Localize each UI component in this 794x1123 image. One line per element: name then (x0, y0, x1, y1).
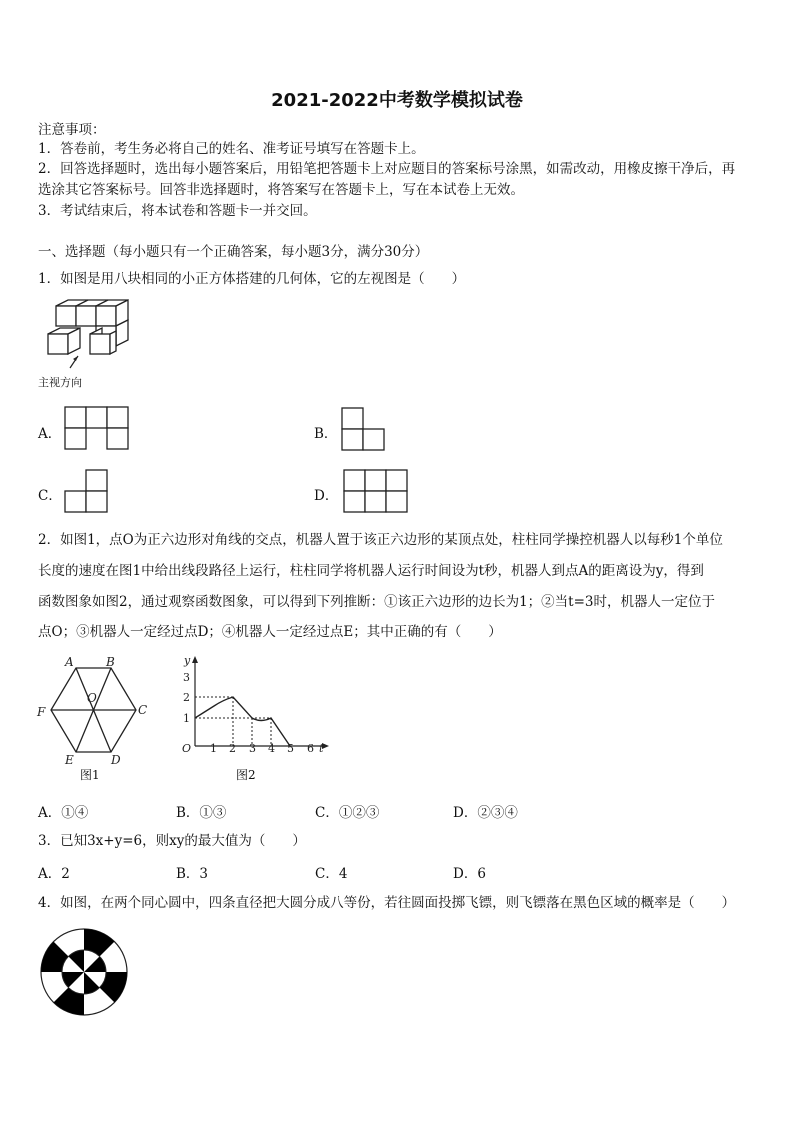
q4-stem: 4．如图，在两个同心圆中，四条直径把大圆分成八等份，若往圆面投掷飞镖，则飞镖落在黑色区域的概率是（ ） (38, 895, 736, 911)
hex-label-a: A (65, 655, 74, 669)
notice-heading: 注意事项： (38, 122, 106, 138)
notice-item-3: 3．考试结束后，将本试卷和答题卡一并交回。 (38, 203, 317, 219)
graph-xtick-1: 1 (210, 742, 217, 755)
q1-option-d-label[interactable]: D． (314, 488, 339, 504)
q2-option-b[interactable]: B．①③ (176, 805, 227, 821)
notice-item-2-cont: 选涂其它答案标号。回答非选择题时，将答案写在答题卡上，写在本试卷上无效。 (38, 182, 524, 198)
q1-option-a-label[interactable]: A． (38, 426, 62, 442)
q3-option-c[interactable]: C．4 (315, 866, 348, 882)
hex-label-o: O (87, 691, 97, 705)
hex-label-f: F (37, 705, 46, 719)
notice-item-2: 2．回答选择题时，选出每小题答案后，用铅笔把答题卡上对应题目的答案标号涂黑，如需改动，用橡皮擦干净后，再 (38, 161, 736, 177)
graph-origin-label: O (182, 742, 192, 755)
q2-option-c[interactable]: C．①②③ (315, 805, 380, 821)
graph-ytick-2: 2 (183, 691, 190, 704)
hex-label-e: E (65, 753, 74, 767)
hex-label-b: B (106, 655, 115, 669)
q3-option-b[interactable]: B．3 (176, 866, 209, 882)
q1-option-b-figure (341, 407, 387, 452)
hex-label-c: C (138, 703, 148, 717)
q2-stem-line-2: 长度的速度在图1中给出线段路径上运行，柱柱同学将机器人运行时间设为t秒，机器人到点A的距离设为y，得到 (38, 563, 704, 579)
graph-x-axis-label: t (319, 742, 324, 755)
q4-target-figure (40, 928, 130, 1016)
q1-option-c-figure (64, 469, 110, 514)
q1-option-c-label[interactable]: C． (38, 488, 62, 504)
graph-ytick-3: 3 (183, 671, 190, 684)
q2-stem-line-3: 函数图象如图2，通过观察函数图象，可以得到下列推断：①该正六边形的边长为1；②当t=3时，机器人一定位于 (38, 594, 716, 610)
q3-option-d[interactable]: D．6 (453, 866, 486, 882)
page-title: 2021-2022中考数学模拟试卷 (271, 90, 523, 111)
q2-hexagon-figure (34, 654, 154, 769)
q1-stem: 1．如图是用八块相同的小正方体搭建的几何体，它的左视图是（ ） (38, 271, 466, 287)
graph-xtick-2: 2 (229, 742, 236, 755)
q1-solid-figure (40, 300, 135, 368)
q1-option-d-figure (343, 469, 409, 514)
q2-fig2-caption: 图2 (236, 768, 256, 782)
q2-function-graph (175, 654, 335, 758)
section-heading: 一、选择题（每小题只有一个正确答案，每小题3分，满分30分） (38, 244, 429, 260)
q2-stem-line-1: 2．如图1，点O为正六边形对角线的交点，机器人置于该正六边形的某顶点处，柱柱同学操控机器人以每秒1个单位 (38, 532, 723, 548)
graph-y-axis-label: y (184, 654, 191, 667)
graph-xtick-6: 6 (307, 742, 314, 755)
q1-view-direction-label: 主视方向 (38, 376, 82, 389)
graph-xtick-5: 5 (287, 742, 294, 755)
q2-option-d[interactable]: D．②③④ (453, 805, 518, 821)
q1-option-b-label[interactable]: B． (314, 426, 338, 442)
q3-option-a[interactable]: A．2 (38, 866, 70, 882)
graph-xtick-4: 4 (268, 742, 275, 755)
q1-option-a-figure (64, 406, 130, 450)
q2-stem-line-4: 点O；③机器人一定经过点D；④机器人一定经过点E；其中正确的有（ ） (38, 624, 502, 640)
q3-stem: 3．已知3x+y=6，则xy的最大值为（ ） (38, 833, 306, 849)
hex-label-d: D (111, 753, 121, 767)
notice-item-1: 1．答卷前，考生务必将自己的姓名、准考证号填写在答题卡上。 (38, 141, 425, 157)
graph-ytick-1: 1 (183, 712, 190, 725)
q2-fig1-caption: 图1 (80, 768, 100, 782)
graph-xtick-3: 3 (249, 742, 256, 755)
q2-option-a[interactable]: A．①④ (38, 805, 89, 821)
